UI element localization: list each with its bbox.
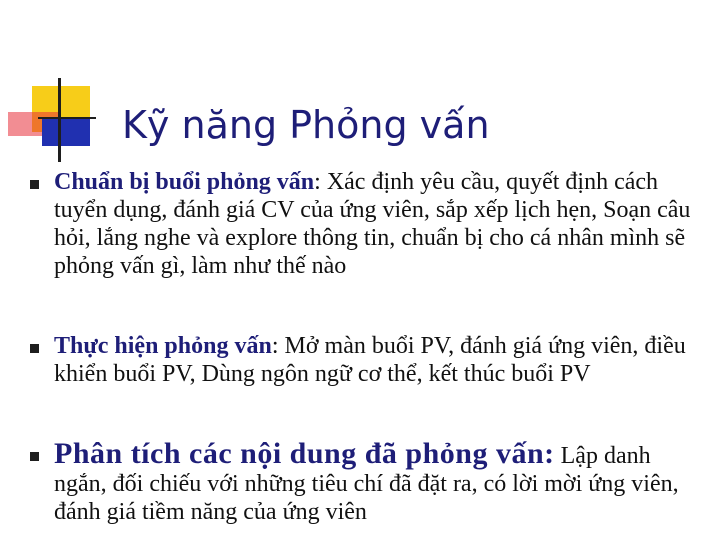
bullet-marker	[30, 180, 39, 189]
bullet-body: : Xác định yêu cầu, quyết định cách tuyển dụng, đánh giá CV của ứng viên, sắp xếp lịch hẹn, Soạn câu hỏi, lắng nghe và explore thông tin, chuẩn bị cho cá nhân mình sẽ phỏng vấn gì, làm như thế nào	[54, 169, 691, 279]
bullet-text	[54, 332, 704, 388]
slide-title: Kỹ năng Phỏng vấn	[122, 103, 490, 148]
bullet-text	[54, 168, 704, 280]
bullet-body: : Mở màn buổi PV, đánh giá ứng viên, điều khiển buổi PV, Dùng ngôn ngữ cơ thể, kết thúc buổi PV	[54, 333, 686, 387]
bullet-lead: Chuẩn bị buổi phỏng vấn	[54, 169, 315, 195]
bullet-text	[54, 437, 704, 526]
bullet-marker	[30, 344, 39, 353]
bullet-marker	[30, 452, 39, 461]
bullet-lead: Phân tích các nội dung đã phỏng vấn:	[54, 437, 555, 470]
bullet-lead: Thực hiện phỏng vấn	[54, 333, 272, 359]
bullet-body: Lập danh ngắn, đối chiếu với những tiêu chí đã đặt ra, có lời mời ứng viên, đánh giá tiềm năng của ứng viên	[54, 443, 679, 525]
